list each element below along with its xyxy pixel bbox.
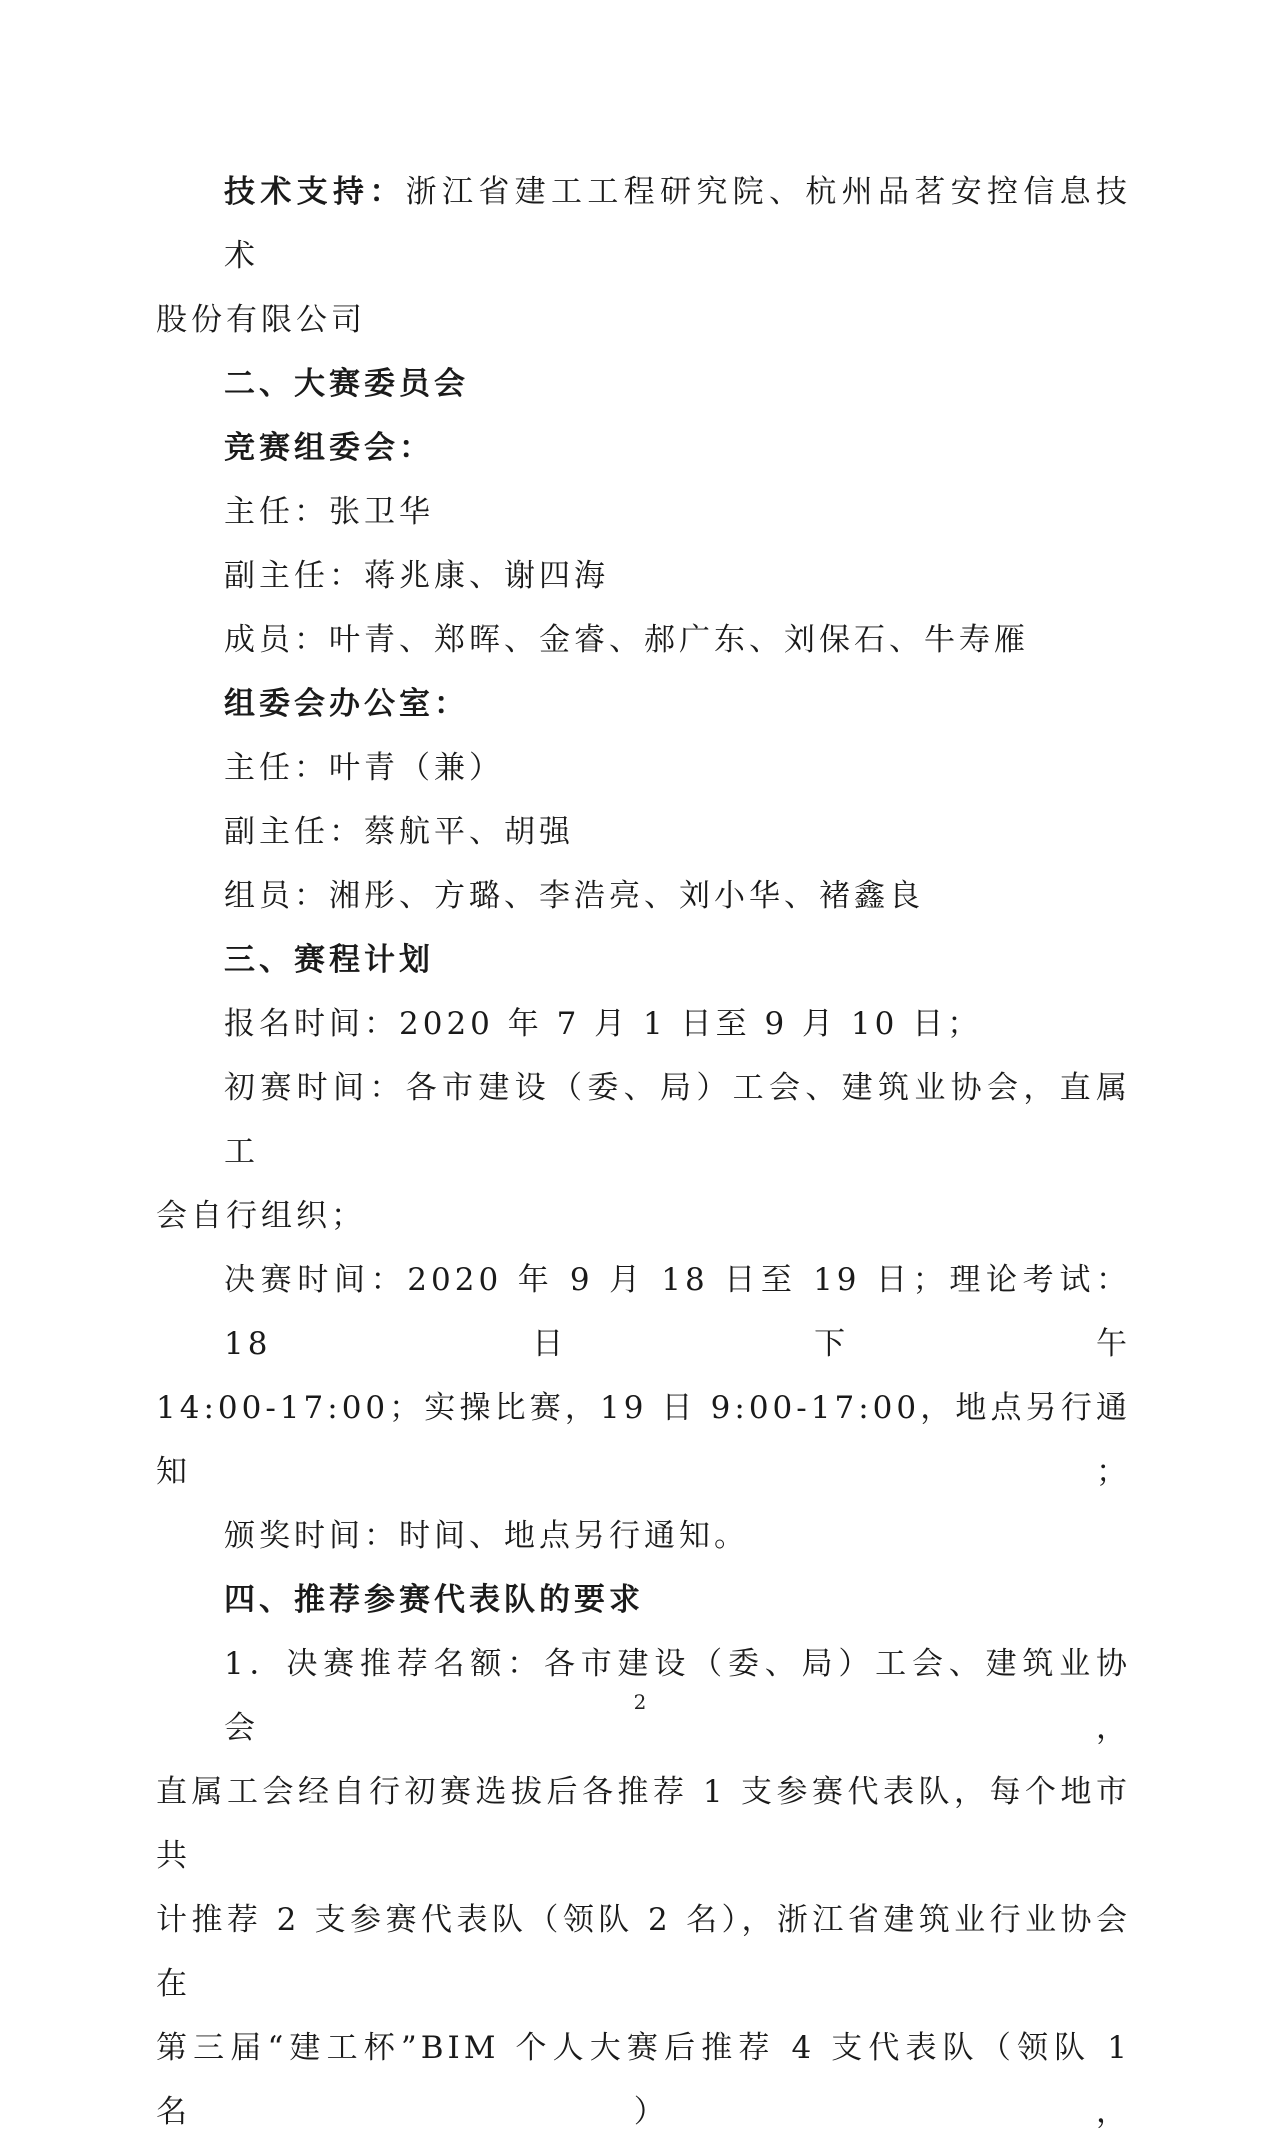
requirement-item-1-line-4: 第三届“建工杯”BIM 个人大赛后推荐 4 支代表队（领队 1 名）， [156,2030,1131,2130]
schedule-prelim-line-1: 初赛时间：各市建设（委、局）工会、建筑业协会，直属工 [224,1070,1131,1170]
document-page [156,160,1131,2144]
org-committee-members: 成员：叶青、郑晖、金睿、郝广东、刘保石、牛寿雁 [224,622,1029,658]
requirement-item-1-line-3: 计推荐 2 支参赛代表队（领队 2 名），浙江省建筑业行业协会在 [156,1902,1131,2002]
tech-support-text-1: 浙江省建工工程研究院、杭州品茗安控信息技术 [224,174,1132,274]
tech-support-line [156,160,1131,288]
committee-office-heading: 组委会办公室： [224,686,469,722]
org-committee-heading: 竞赛组委会： [224,430,434,466]
committee-office-members: 组员：湘彤、方璐、李浩亮、刘小华、褚鑫良 [224,878,924,914]
page-number: 2 [633,1690,647,1714]
requirement-item-1-line-2: 直属工会经自行初赛选拔后各推荐 1 支参赛代表队，每个地市共 [156,1774,1131,1874]
tech-support-line-2: 股份有限公司 [156,302,366,338]
schedule-final-line-2: 14:00-17:00；实操比赛，19 日 9:00-17:00，地点另行通知； [156,1390,1131,1490]
schedule-final-line-1: 决赛时间：2020 年 9 月 18 日至 19 日；理论考试：18 日下午 [224,1262,1131,1362]
schedule-award: 颁奖时间：时间、地点另行通知。 [224,1518,749,1554]
schedule-prelim-line-2: 会自行组织； [156,1198,366,1234]
committee-office-director: 主任：叶青（兼） [224,750,504,786]
tech-support-label: 技术支持： [224,174,406,210]
section-heading-requirements: 四、推荐参赛代表队的要求 [224,1582,644,1618]
section-heading-schedule: 三、赛程计划 [224,942,434,978]
section-heading-committee: 二、大赛委员会 [224,366,469,402]
org-committee-director: 主任：张卫华 [224,494,434,530]
org-committee-deputy: 副主任：蒋兆康、谢四海 [224,558,609,594]
committee-office-deputy: 副主任：蔡航平、胡强 [224,814,574,850]
schedule-registration: 报名时间：2020 年 7 月 1 日至 9 月 10 日； [224,1006,983,1042]
requirement-item-1-line-1: 1．决赛推荐名额：各市建设（委、局）工会、建筑业协会， [224,1646,1131,1746]
